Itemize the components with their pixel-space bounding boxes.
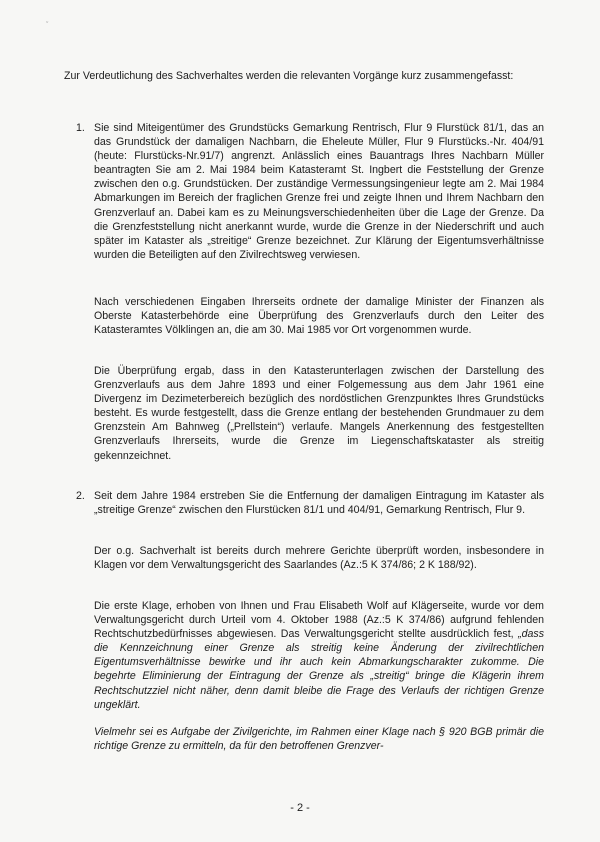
court-quote: „dass die Kennzeichnung einer Grenze als streitig keine Änderung der zivilrechtlichen Eigentumsverhältnisse bewirke und ihr auch kein Abmarkungscharakter zukomme. Die begehrte Eliminierung der Eintragung der Grenze als „streitig“ bringe die Klägerin ihrem Rechtschutzziel nicht näher, denn damit bleibe die Frage des Verlaufs der richtigen Grenze ungeklärt.	[94, 628, 544, 711]
paragraph-court-review: Der o.g. Sachverhalt ist bereits durch mehrere Gerichte überprüft worden, insbesondere in Klagen vor dem Verwaltungsgericht des Saarlandes (Az.:5 K 374/86; 2 K 188/92).	[94, 545, 544, 572]
scan-mark: ˇ	[46, 22, 49, 29]
list-item-number: 2.	[76, 490, 85, 502]
paragraph-minister-review: Nach verschiedenen Eingaben Ihrerseits ordnete der damalige Minister der Finanzen als Oberste Katasterbehörde eine Überprüfung des Grenzverlaufs durch den Leiter des Katasteramtes Völklingen an, die am 30. Mai 1985 vor Ort vorgenommen wurde.	[94, 296, 544, 337]
page-number: - 2 -	[290, 802, 310, 814]
paragraph-civil-courts-quote: Vielmehr sei es Aufgabe der Zivilgerichte, im Rahmen einer Klage nach § 920 BGB primär die richtige Grenze zu ermitteln, da für den betroffenen Grenzver-	[94, 726, 544, 753]
list-item-text: Seit dem Jahre 1984 erstreben Sie die Entfernung der damaligen Eintragung im Kataster als „streitige Grenze“ zwischen den Flurstücken 81/1 und 404/91, Gemarkung Rentrisch, Flur 9.	[94, 490, 544, 517]
list-item-1	[76, 121, 544, 262]
intro-paragraph: Zur Verdeutlichung des Sachverhaltes werden die relevanten Vorgänge kurz zusammengefasst:	[64, 70, 514, 82]
list-item-text: Sie sind Miteigentümer des Grundstücks Gemarkung Rentrisch, Flur 9 Flurstück 81/1, das an das Grundstück der damaligen Nachbarn, die Eheleute Müller, Flur 9 Flurstücks.-Nr. 404/91 (heute: Flurstücks-Nr.91/7) angrenzt. Anlässlich eines Bauantrags Ihres Nachbarn Müller beantragten Sie am 2. Mai 1984 beim Katasteramt St. Ingbert die Feststellung der Grenze zwischen den o.g. Grundstücken. Der zuständige Vermessungsingenieur legte am 2. Mai 1984 Abmarkungen im Bereich der fraglichen Grenze frei und zeigte Ihnen und Ihrem Nachbarn den Grenzverlauf an. Dabei kam es zu Meinungsverschiedenheiten über die Lage der Grenze. Da die Grenzfeststellung nicht anerkannt wurde, wurde die Grenze in der Niederschrift und auch später im Kataster als „streitige“ Grenze bezeichnet. Zur Klärung der Eigentumsverhältnisse wurden die Beteiligten auf den Zivilrechtsweg verwiesen.	[94, 122, 544, 261]
first-lawsuit-text: Die erste Klage, erhoben von Ihnen und Frau Elisabeth Wolf auf Klägerseite, wurde vor dem Verwaltungsgericht durch Urteil vom 4. Oktober 1988 (Az.:5 K 374/86) aufgrund fehlenden Rechtschutzbedürfnisses abgewiesen. Das Verwaltungsgericht stellte ausdrücklich fest,	[94, 600, 544, 641]
list-item-2	[76, 489, 544, 517]
list-item-number: 1.	[76, 122, 85, 134]
paragraph-review-result: Die Überprüfung ergab, dass in den Katasterunterlagen zwischen der Darstellung des Grenzverlaufs aus dem Jahre 1893 und einer Folgemessung aus dem Jahr 1961 eine Divergenz im Dezimeterbereich bezüglich des nordöstlichen Grenzpunktes Ihres Grundstücks besteht. Es wurde festgestellt, dass die Grenze entlang der bestehenden Grundmauer zu dem Grenzstein Am Bahnweg („Prellstein“) verlaufe. Mangels Anerkennung des festgestellten Grenzverlaufs Ihrerseits, wurde die Grenze im Liegenschaftskataster als streitig gekennzeichnet.	[94, 365, 544, 462]
paragraph-first-lawsuit	[94, 599, 544, 712]
